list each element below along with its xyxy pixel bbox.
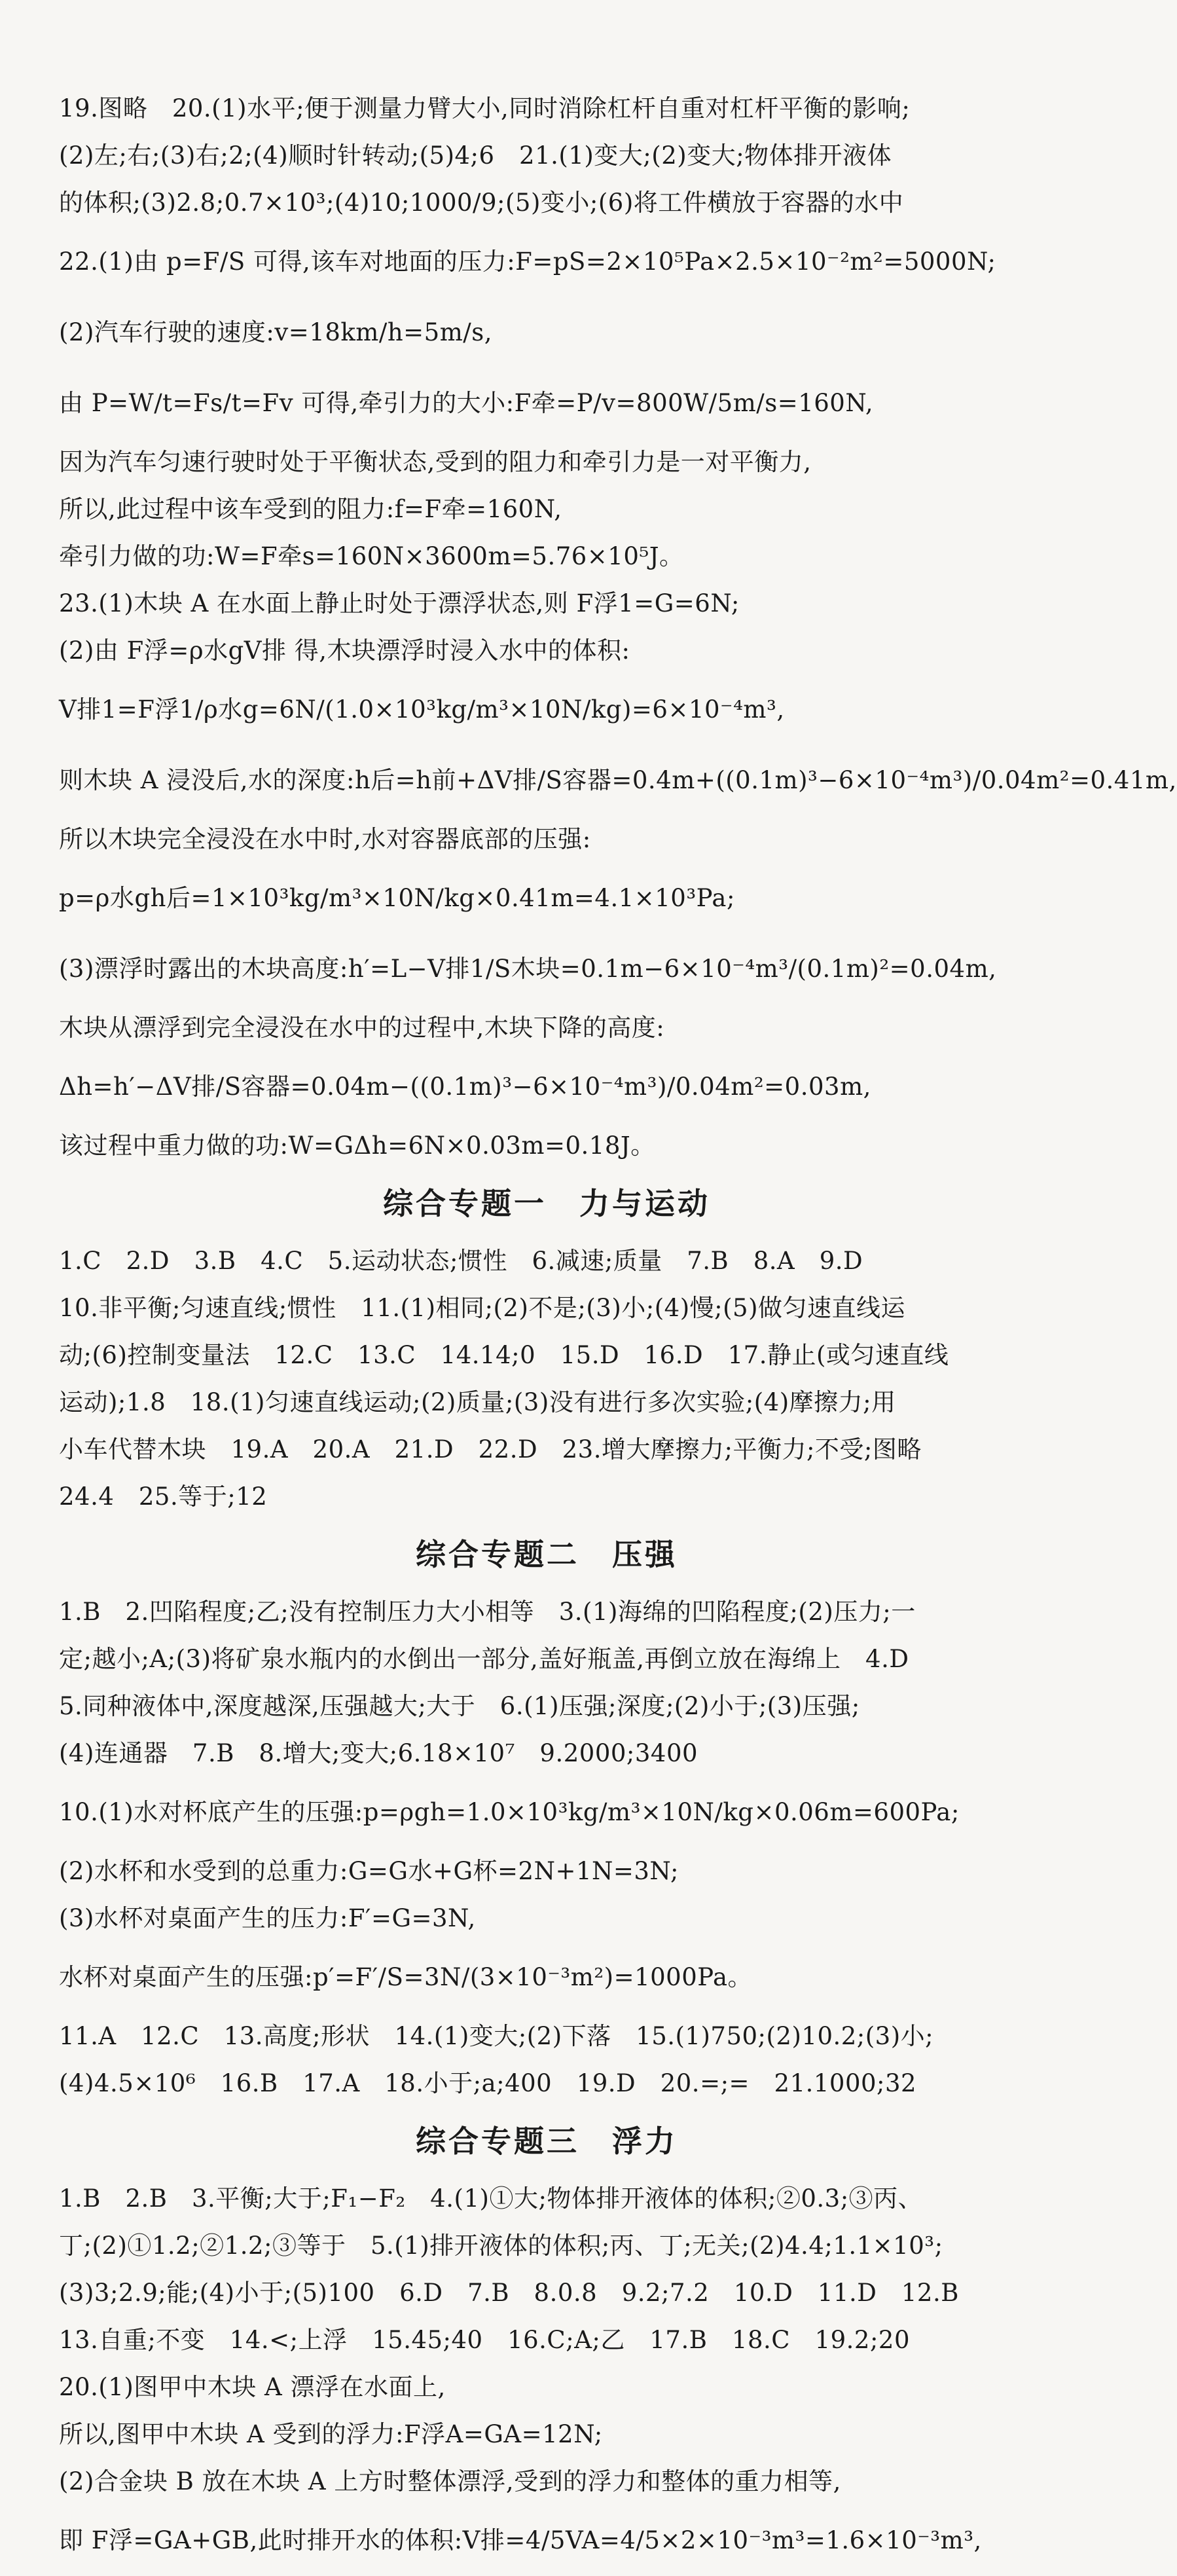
answer-line: 由 P=W/t=Fs/t=Fv 可得,牵引力的大小:F牵=P/v=800W/5m/s=160N,: [59, 389, 874, 417]
answer-line: 10.非平衡;匀速直线;惯性 11.(1)相同;(2)不是;(3)小;(4)慢;(5)做匀速直线运: [59, 1294, 906, 1322]
answer-block-a: [59, 85, 1177, 1169]
answer-line: 该过程中重力做的功:W=GΔh=6N×0.03m=0.18J。: [59, 1132, 655, 1160]
answer-line: Δh=h′−ΔV排/S容器=0.04m−((0.1m)³−6×10⁻⁴m³)/0.04m²=0.03m,: [59, 1073, 871, 1101]
answer-line: 1.C 2.D 3.B 4.C 5.运动状态;惯性 6.减速;质量 7.B 8.A 9.D: [59, 1247, 863, 1275]
answer-block-d: [59, 2175, 1094, 2576]
answer-block-b: [59, 1238, 1094, 1520]
section-heading-3: 综合专题三 浮力: [416, 2124, 678, 2159]
answer-line: 水杯对桌面产生的压强:p′=F′/S=3N/(3×10⁻³m²)=1000Pa。: [59, 1963, 753, 1991]
answer-block-c: [59, 1589, 1094, 2107]
answer-line: (4)4.5×10⁶ 16.B 17.A 18.小于;a;400 19.D 20.=;= 21.1000;32: [59, 2069, 917, 2097]
section-heading-2: 综合专题二 压强: [416, 1537, 678, 1572]
answer-line: 10.(1)水对杯底产生的压强:p=ρgh=1.0×10³kg/m³×10N/kg×0.06m=600Pa;: [59, 1798, 960, 1826]
answer-line: 所以,图甲中木块 A 受到的浮力:F浮A=GA=12N;: [59, 2420, 603, 2448]
answer-line: 的体积;(3)2.8;0.7×10³;(4)10;1000/9;(5)变小;(6)将工件横放于容器的水中: [59, 189, 904, 217]
answer-line: (2)汽车行驶的速度:v=18km/h=5m/s,: [59, 318, 493, 346]
answer-line: 22.(1)由 p=F/S 可得,该车对地面的压力:F=pS=2×10⁵Pa×2.5×10⁻²m²=5000N;: [59, 248, 996, 276]
answer-line: 20.(1)图甲中木块 A 漂浮在水面上,: [59, 2373, 446, 2401]
answer-line: (2)由 F浮=ρ水gV排 得,木块漂浮时浸入水中的体积:: [59, 636, 630, 665]
section-heading-1: 综合专题一 力与运动: [383, 1186, 710, 1221]
answer-line: (2)水杯和水受到的总重力:G=G水+G杯=2N+1N=3N;: [59, 1857, 679, 1885]
answer-line: 木块从漂浮到完全浸没在水中的过程中,木块下降的高度:: [59, 1014, 665, 1042]
answer-line: 13.自重;不变 14.<;上浮 15.45;40 16.C;A;乙 17.B 18.C 19.2;20: [59, 2326, 911, 2354]
answer-line: 牵引力做的功:W=F牵s=160N×3600m=5.76×10⁵J。: [59, 542, 684, 570]
answer-line: V排1=F浮1/ρ水g=6N/(1.0×10³kg/m³×10N/kg)=6×10⁻⁴m³,: [59, 695, 785, 724]
answer-line: 定;越小;A;(3)将矿泉水瓶内的水倒出一部分,盖好瓶盖,再倒立放在海绵上 4.D: [59, 1645, 909, 1673]
answer-line: (2)左;右;(3)右;2;(4)顺时针转动;(5)4;6 21.(1)变大;(2)变大;物体排开液体: [59, 141, 892, 170]
answer-line: 运动);1.8 18.(1)匀速直线运动;(2)质量;(3)没有进行多次实验;(4)摩擦力;用: [59, 1388, 896, 1416]
answer-line: 小车代替木块 19.A 20.A 21.D 22.D 23.增大摩擦力;平衡力;不受;图略: [59, 1435, 922, 1463]
answer-line: (4)连通器 7.B 8.增大;变大;6.18×10⁷ 9.2000;3400: [59, 1739, 698, 1767]
answer-line: 1.B 2.凹陷程度;乙;没有控制压力大小相等 3.(1)海绵的凹陷程度;(2)压力;一: [59, 1598, 916, 1626]
answer-line: (2)合金块 B 放在木块 A 上方时整体漂浮,受到的浮力和整体的重力相等,: [59, 2467, 841, 2495]
answer-line: 24.4 25.等于;12: [59, 1482, 268, 1511]
answer-line: 5.同种液体中,深度越深,压强越大;大于 6.(1)压强;深度;(2)小于;(3)压强;: [59, 1692, 860, 1720]
answer-line: 所以,此过程中该车受到的阻力:f=F牵=160N,: [59, 495, 562, 523]
answer-line: 丁;(2)①1.2;②1.2;③等于 5.(1)排开液体的体积;丙、丁;无关;(2)4.4;1.1×10³;: [59, 2232, 943, 2260]
answer-line: p=ρ水gh后=1×10³kg/m³×10N/kg×0.41m=4.1×10³Pa;: [59, 884, 735, 912]
answer-line: (3)水杯对桌面产生的压力:F′=G=3N,: [59, 1904, 476, 1932]
answer-line: 19.图略 20.(1)水平;便于测量力臂大小,同时消除杠杆自重对杠杆平衡的影响;: [59, 94, 911, 122]
answer-line: 23.(1)木块 A 在水面上静止时处于漂浮状态,则 F浮1=G=6N;: [59, 589, 740, 617]
answer-line: 因为汽车匀速行驶时处于平衡状态,受到的阻力和牵引力是一对平衡力,: [59, 448, 812, 476]
answer-line: 即 F浮=GA+GB,此时排开水的体积:V排=4/5VA=4/5×2×10⁻³m³=1.6×10⁻³m³,: [59, 2526, 982, 2554]
answer-line: (3)3;2.9;能;(4)小于;(5)100 6.D 7.B 8.0.8 9.2;7.2 10.D 11.D 12.B: [59, 2279, 959, 2307]
answer-line: 11.A 12.C 13.高度;形状 14.(1)变大;(2)下落 15.(1)750;(2)10.2;(3)小;: [59, 2022, 934, 2050]
answer-line: 所以木块完全浸没在水中时,水对容器底部的压强:: [59, 825, 591, 853]
answer-line: 动;(6)控制变量法 12.C 13.C 14.14;0 15.D 16.D 17.静止(或匀速直线: [59, 1341, 949, 1369]
answer-line: (3)漂浮时露出的木块高度:h′=L−V排1/S木块=0.1m−6×10⁻⁴m³/(0.1m)²=0.04m,: [59, 955, 997, 983]
answer-line: 1.B 2.B 3.平衡;大于;F₁−F₂ 4.(1)①大;物体排开液体的体积;②0.3;③丙、: [59, 2184, 923, 2213]
answer-line: 则木块 A 浸没后,水的深度:h后=h前+ΔV排/S容器=0.4m+((0.1m)³−6×10⁻⁴m³)/0.04m²=0.41m,: [59, 766, 1177, 794]
